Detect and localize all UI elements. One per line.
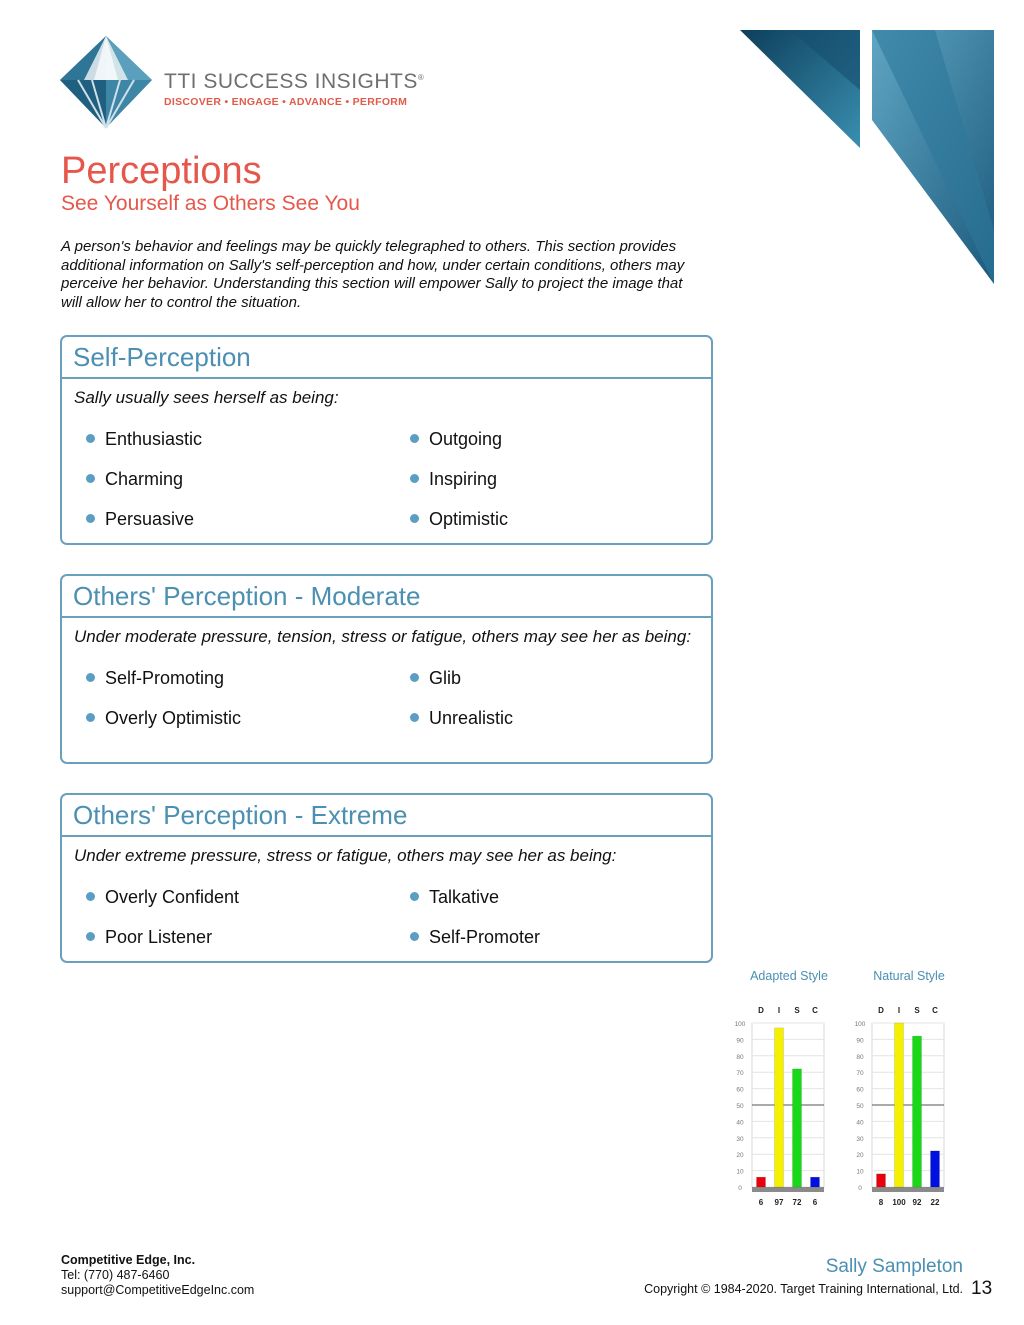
list-item: Self-Promoting <box>86 667 224 689</box>
bullet-icon <box>410 932 419 941</box>
bullet-icon <box>86 673 95 682</box>
chart-base <box>752 1187 824 1192</box>
y-tick-label: 60 <box>856 1086 864 1094</box>
y-tick-label: 40 <box>736 1119 744 1127</box>
panel-title: Others' Perception - Moderate <box>62 576 711 618</box>
bullet-icon <box>86 713 95 722</box>
bar-d <box>877 1174 886 1187</box>
bullet-icon <box>410 713 419 722</box>
list-item: Overly Confident <box>86 886 239 908</box>
y-tick-label: 90 <box>736 1037 744 1045</box>
bar-s <box>913 1036 922 1187</box>
bar-s <box>793 1069 802 1187</box>
panel-description: Under extreme pressure, stress or fatigue, others may see her as being: <box>74 846 617 865</box>
bar-c <box>811 1177 820 1187</box>
bullet-icon <box>86 434 95 443</box>
adapted-style-title: Adapted Style <box>750 969 828 983</box>
value-label: 72 <box>792 1198 802 1207</box>
list-item: Outgoing <box>410 428 502 450</box>
value-label: 100 <box>892 1198 906 1207</box>
value-label: 97 <box>774 1198 784 1207</box>
list-item: Overly Optimistic <box>86 707 241 729</box>
logo-tagline: DISCOVER • ENGAGE • ADVANCE • PERFORM <box>164 96 408 108</box>
footer-company: Competitive Edge, Inc. <box>61 1253 196 1267</box>
y-tick-label: 100 <box>854 1021 866 1028</box>
page-title: Perceptions <box>61 150 262 192</box>
footer-copyright: Copyright © 1984-2020. Target Training International, Ltd. <box>644 1282 963 1296</box>
panel-title: Others' Perception - Extreme <box>62 795 711 837</box>
bar-d <box>757 1177 766 1187</box>
bullet-icon <box>86 892 95 901</box>
list-item: Talkative <box>410 886 499 908</box>
y-tick-label: 80 <box>736 1053 744 1061</box>
category-label: C <box>812 1006 818 1015</box>
y-tick-label: 90 <box>856 1037 864 1045</box>
list-item: Optimistic <box>410 508 508 530</box>
y-tick-label: 30 <box>736 1135 744 1143</box>
list-item: Unrealistic <box>410 707 513 729</box>
page-number: 13 <box>971 1278 993 1299</box>
list-item: Enthusiastic <box>86 428 202 450</box>
y-tick-label: 50 <box>856 1103 864 1110</box>
panel-description: Sally usually sees herself as being: <box>74 388 339 407</box>
category-label: I <box>777 1006 781 1015</box>
y-tick-label: 50 <box>736 1103 744 1110</box>
list-item: Persuasive <box>86 508 194 530</box>
chart-base <box>872 1187 944 1192</box>
category-label: D <box>878 1006 884 1015</box>
bullet-icon <box>410 474 419 483</box>
list-item: Charming <box>86 468 183 490</box>
category-label: D <box>758 1006 764 1015</box>
diamond-logo-icon <box>58 34 154 130</box>
list-item: Glib <box>410 667 461 689</box>
logo-brand: TTI SUCCESS INSIGHTS® <box>164 70 425 93</box>
value-label: 22 <box>930 1198 940 1207</box>
y-tick-label: 40 <box>856 1119 864 1127</box>
decorative-corner-graphic <box>730 30 996 286</box>
value-label: 6 <box>812 1198 818 1207</box>
bullet-icon <box>410 514 419 523</box>
footer-person-name: Sally Sampleton <box>825 1256 963 1277</box>
tti-logo <box>58 34 438 130</box>
list-item: Inspiring <box>410 468 497 490</box>
footer-email: support@CompetitiveEdgeInc.com <box>61 1283 255 1297</box>
others-perception-extreme-panel <box>60 793 713 963</box>
y-tick-label: 70 <box>736 1070 744 1078</box>
category-label: C <box>932 1006 938 1015</box>
y-tick-label: 10 <box>736 1168 744 1176</box>
list-item: Self-Promoter <box>410 926 540 948</box>
bullet-icon <box>86 474 95 483</box>
y-tick-label: 70 <box>856 1070 864 1078</box>
panel-title: Self-Perception <box>62 337 711 379</box>
intro-paragraph: A person's behavior and feelings may be quickly telegraphed to others. This section provides additional information on Sally's self-perception and how, under certain conditions, others may perceive her behavior. Understanding this section will empower Sally to project the image that will allow her to control the situation. <box>61 238 685 311</box>
page-subtitle: See Yourself as Others See You <box>61 192 360 215</box>
category-label: I <box>897 1006 901 1015</box>
value-label: 92 <box>912 1198 922 1207</box>
y-tick-label: 0 <box>738 1185 742 1192</box>
bar-i <box>895 1023 904 1187</box>
y-tick-label: 20 <box>736 1152 744 1160</box>
y-tick-label: 30 <box>856 1135 864 1143</box>
bullet-icon <box>410 434 419 443</box>
y-tick-label: 80 <box>856 1053 864 1061</box>
bullet-icon <box>86 932 95 941</box>
value-label: 8 <box>878 1198 884 1207</box>
y-tick-label: 20 <box>856 1152 864 1160</box>
bar-i <box>775 1028 784 1187</box>
self-perception-panel <box>60 335 713 545</box>
y-tick-label: 10 <box>856 1168 864 1176</box>
bullet-icon <box>410 673 419 682</box>
list-item: Poor Listener <box>86 926 212 948</box>
y-tick-label: 0 <box>858 1185 862 1192</box>
panel-description: Under moderate pressure, tension, stress or fatigue, others may see her as being: <box>74 627 692 646</box>
natural-style-title: Natural Style <box>873 969 945 983</box>
category-label: S <box>794 1006 800 1015</box>
others-perception-moderate-panel <box>60 574 713 764</box>
bar-c <box>931 1151 940 1187</box>
bullet-icon <box>410 892 419 901</box>
disc-charts <box>720 995 960 1215</box>
footer-telephone: Tel: (770) 487-6460 <box>61 1268 170 1282</box>
bullet-icon <box>86 514 95 523</box>
category-label: S <box>914 1006 920 1015</box>
y-tick-label: 60 <box>736 1086 744 1094</box>
y-tick-label: 100 <box>734 1021 746 1028</box>
value-label: 6 <box>758 1198 764 1207</box>
